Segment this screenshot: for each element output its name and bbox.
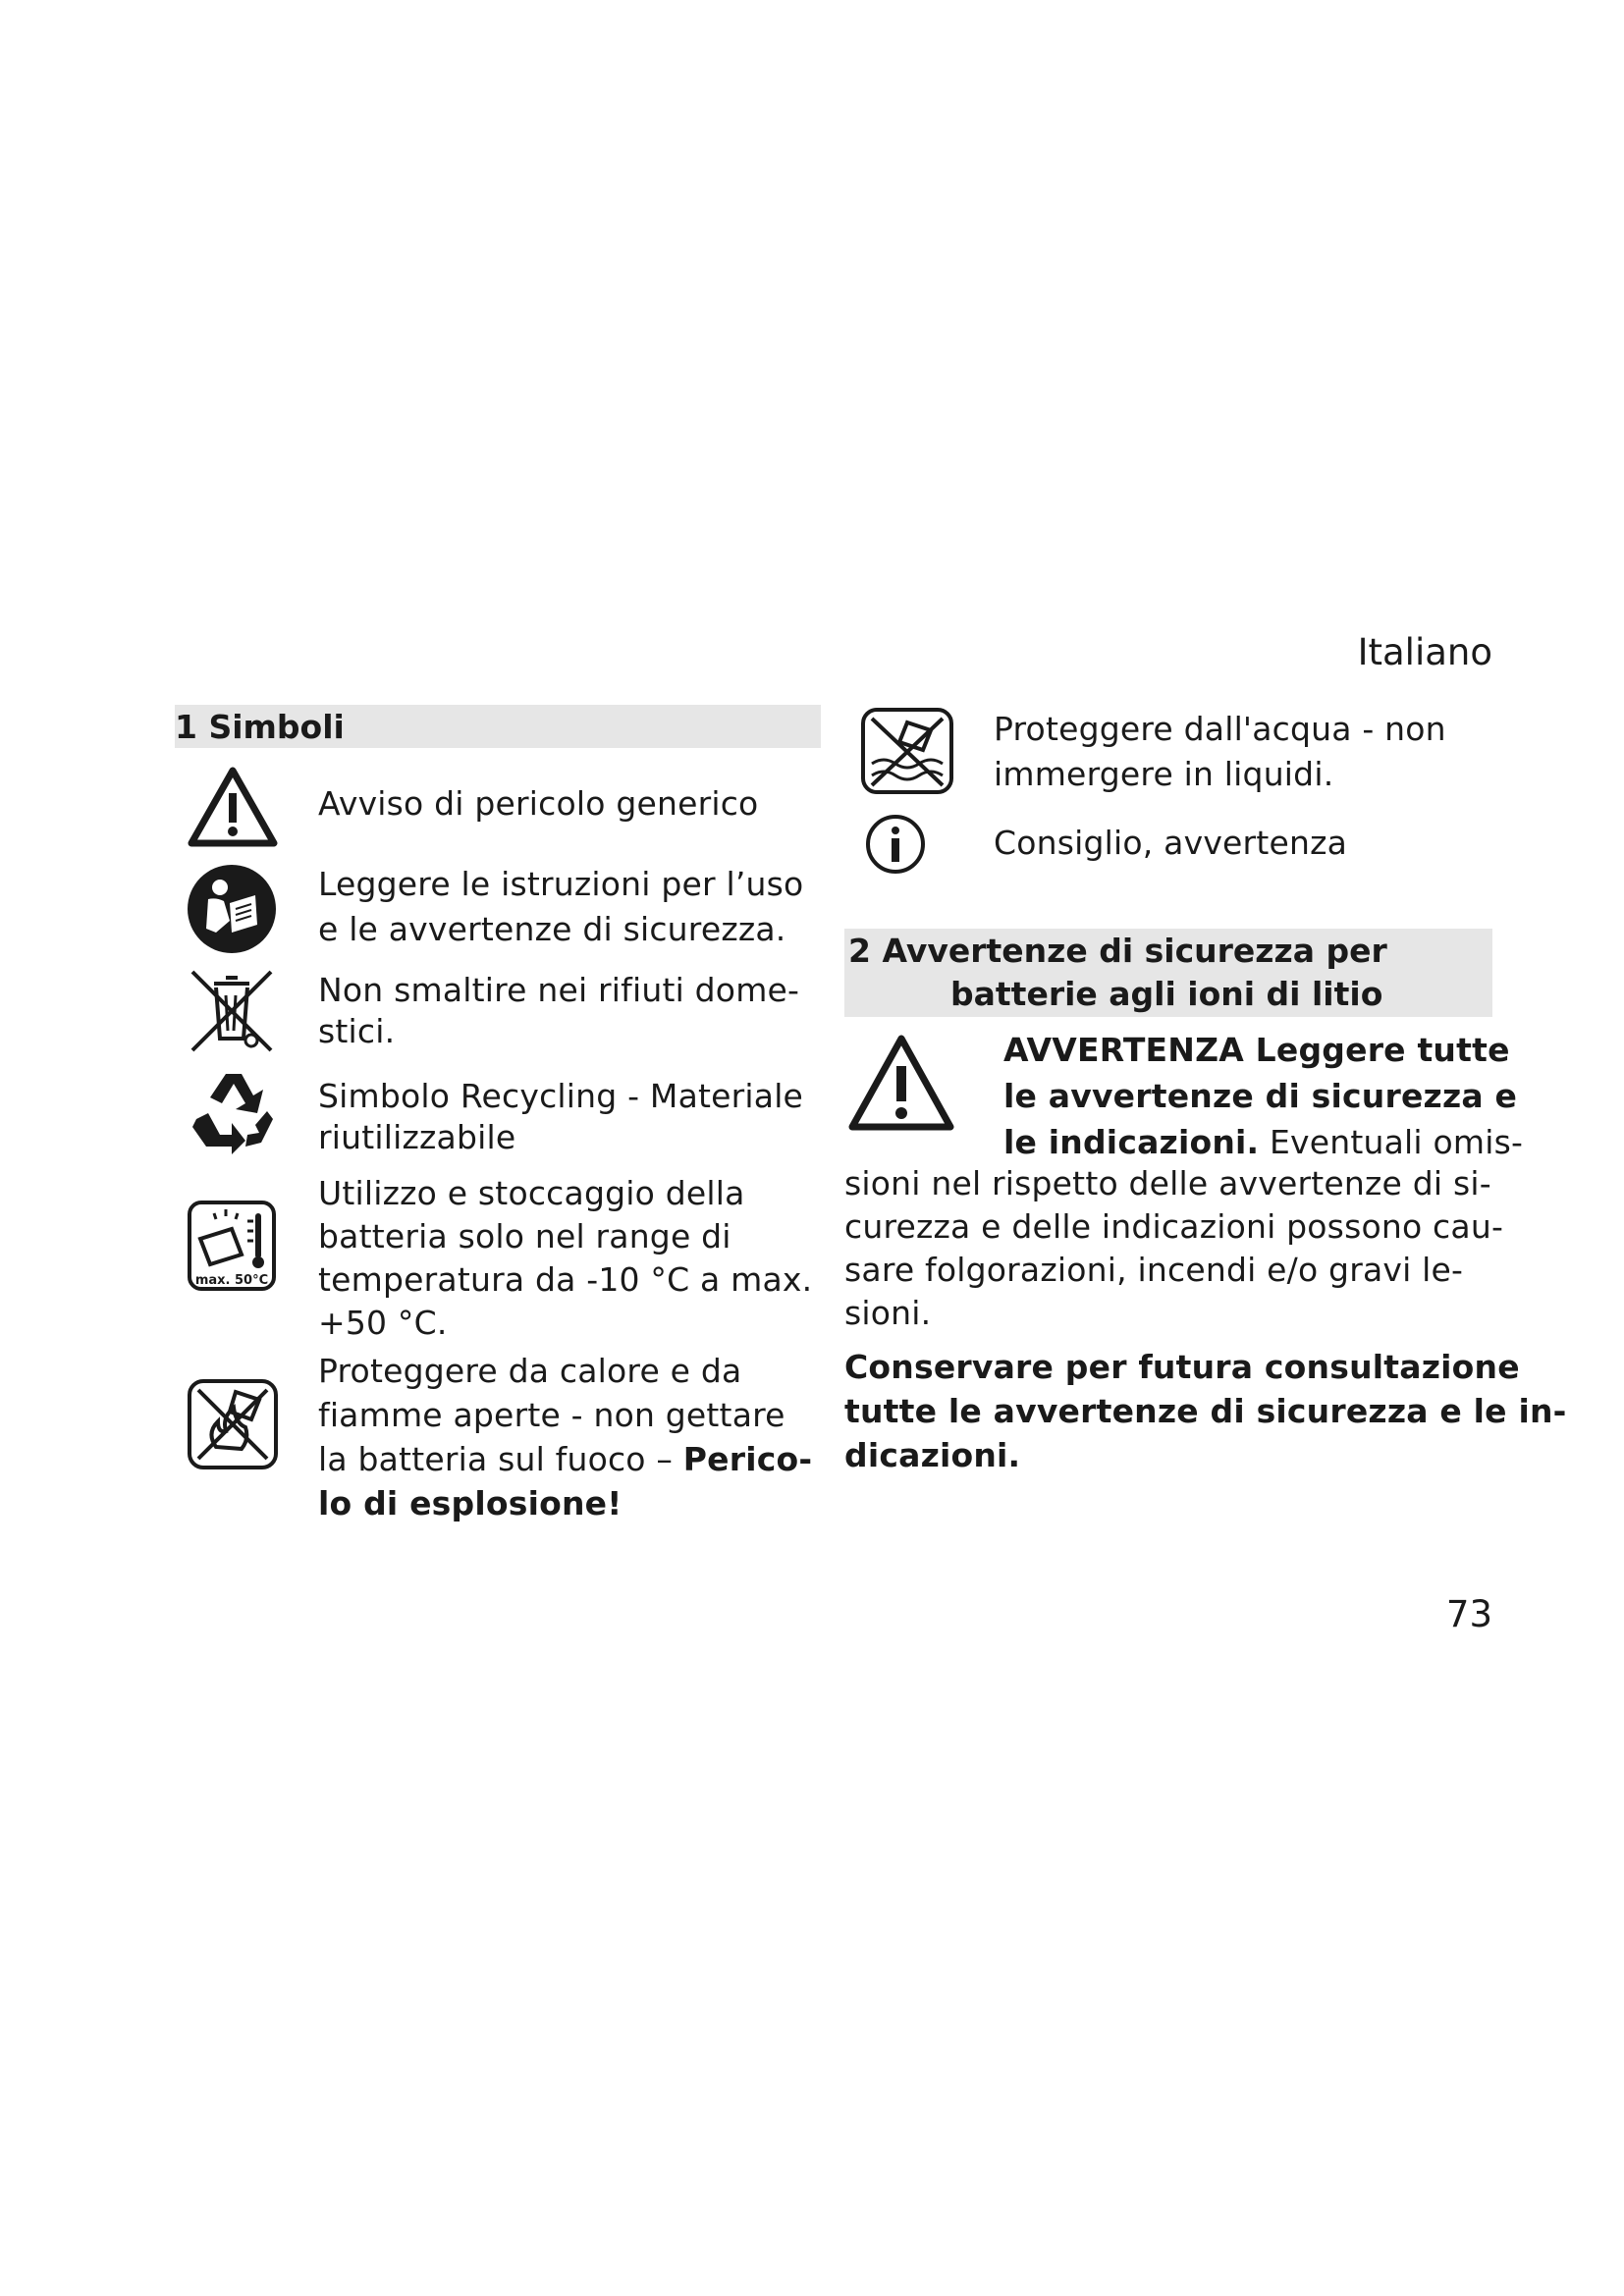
symbol-text-recycling: Simbolo Recycling - Materiale riutilizzabile: [318, 1077, 804, 1156]
symbol-text-water: Proteggere dall'acqua - non immergere in liquidi.: [994, 710, 1446, 793]
recycling-icon: [187, 1068, 279, 1156]
warning-triangle-icon: [187, 766, 279, 848]
language-label: Italiano: [1357, 631, 1492, 673]
keep-instructions-text: Conservare per futura consultazione tutte le avvertenze di sicurezza e le in- dicazioni.: [844, 1348, 1567, 1474]
warning-body-text: sioni nel rispetto delle avvertenze di si- curezza e delle indicazioni possono cau- sare folgorazioni, incendi e/o gravi le- sioni.: [844, 1164, 1504, 1332]
symbol-text-temperature: Utilizzo e stoccaggio della batteria solo nel range di temperatura da -10 °C a max. +50 °C.: [318, 1174, 813, 1342]
read-manual-icon: [187, 864, 277, 954]
symbol-text-fire: Proteggere da calore e da fiamme aperte - non gettare la batteria sul fuoco – Perico- lo di esplosione!: [318, 1352, 813, 1522]
battery-temperature-icon: [187, 1200, 277, 1292]
warning-triangle-icon-large: [846, 1033, 956, 1135]
symbol-text-manual: Leggere le istruzioni per l’uso e le avvertenze di sicurezza.: [318, 865, 804, 948]
battery-icon-label: max. 50°C: [194, 1273, 269, 1288]
info-icon: [864, 813, 927, 876]
symbol-text-info: Consiglio, avvertenza: [994, 824, 1348, 862]
warning-statement: AVVERTENZA Leggere tutte le avvertenze di sicurezza e le indicazioni. Eventuali omis-: [1003, 1031, 1524, 1161]
section-heading-symbols: 1 Simboli: [175, 705, 821, 748]
symbol-text-bin: Non smaltire nei rifiuti dome- stici.: [318, 971, 800, 1050]
symbol-text-warning: Avviso di pericolo generico: [318, 784, 759, 823]
crossed-bin-icon: [187, 966, 277, 1056]
no-fire-icon: [187, 1378, 279, 1470]
no-water-icon: [860, 707, 954, 795]
section-heading-safety: 2 Avvertenze di sicurezza per batterie agli ioni di litio: [844, 929, 1492, 1017]
page-number: 73: [1445, 1593, 1492, 1635]
